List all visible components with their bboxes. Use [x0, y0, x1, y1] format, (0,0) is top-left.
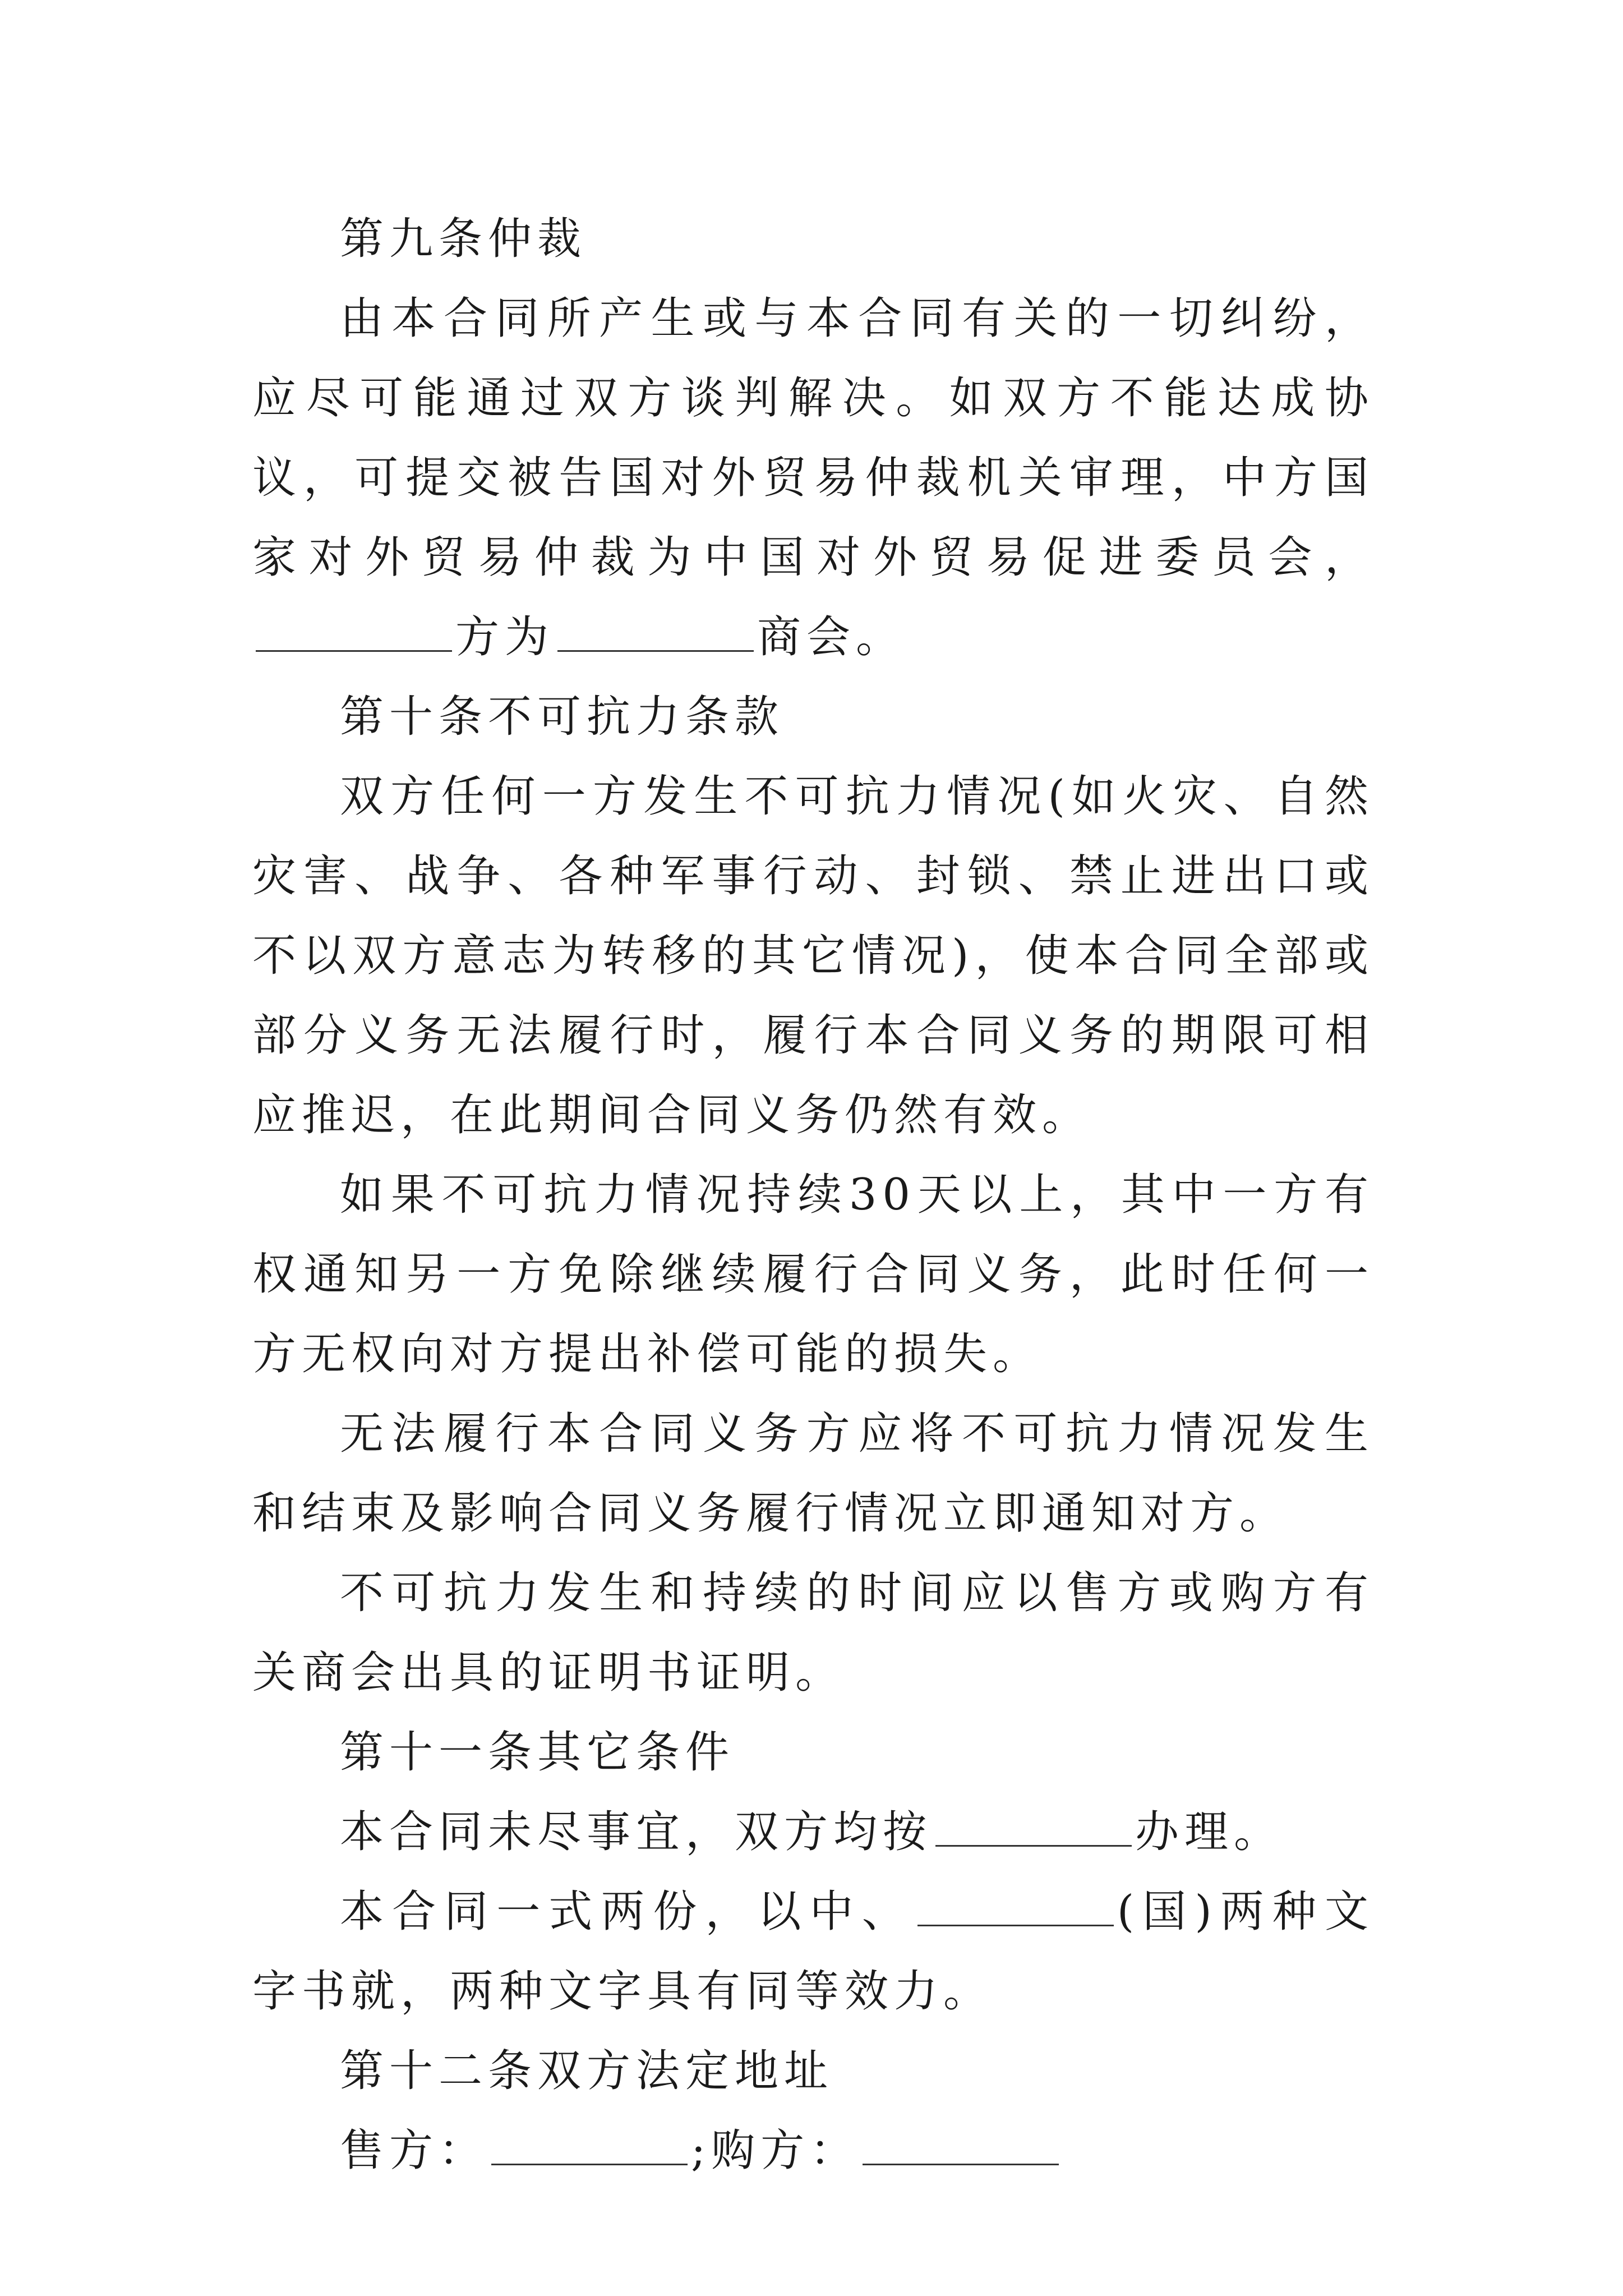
blank-field — [935, 1806, 1132, 1847]
article-11-heading: 第十一条其它条件 — [340, 1727, 735, 1778]
article-9-text-a: 由本合同所产生或与本合同有关的一切纠纷，应尽可能通过双方谈判解决。如双方不能达成协议，可提交被告国对外贸易仲裁机关审理，中方国家对外贸易仲裁为中国对外贸易促进委员会， — [252, 293, 1374, 583]
article-11-paragraph-2 — [252, 1872, 1374, 2031]
article-11-text-b: 办理。 — [1135, 1807, 1284, 1857]
blank-field — [256, 611, 452, 652]
article-9-text-c: 商会。 — [757, 612, 906, 662]
blank-field — [917, 1885, 1114, 1926]
article-10-paragraph-4: 不可抗力发生和持续的时间应以售方或购方有关商会出具的证明书证明。 — [252, 1568, 1374, 1698]
blank-field — [491, 2124, 688, 2165]
article-11-text-c: 本合同一式两份，以中、 — [340, 1887, 914, 1937]
article-11-text-a: 本合同未尽事宜，双方均按 — [340, 1807, 933, 1857]
article-12-heading: 第十二条双方法定地址 — [340, 2046, 834, 2096]
buyer-label: ;购方： — [691, 2125, 860, 2176]
document-body — [252, 199, 1374, 2191]
article-10-heading: 第十条不可抗力条款 — [340, 692, 785, 742]
blank-field — [557, 611, 754, 652]
article-10-paragraph-1: 双方任何一方发生不可抗力情况(如火灾、自然灾害、战争、各种军事行动、封锁、禁止进出口或不以双方意志为转移的其它情况)，使本合同全部或部分义务无法履行时，履行本合同义务的期限可相应推迟，在此期间合同义务仍然有效。 — [252, 771, 1374, 1140]
article-11-text-d: (国)两种文字书就，两种文字具有同等效力。 — [252, 1887, 1374, 2017]
article-10-paragraph-2: 如果不可抗力情况持续30天以上，其中一方有权通知另一方免除继续履行合同义务，此时任何一方无权向对方提出补偿可能的损失。 — [252, 1170, 1374, 1379]
seller-label: 售方： — [340, 2125, 488, 2176]
blank-field — [863, 2124, 1059, 2165]
article-11-paragraph-1 — [252, 1792, 1374, 1872]
article-10-paragraph-3: 无法履行本合同义务方应将不可抗力情况发生和结束及影响合同义务履行情况立即通知对方。 — [252, 1409, 1374, 1539]
article-9-paragraph — [252, 279, 1374, 677]
article-9-heading: 第九条仲裁 — [340, 214, 587, 264]
article-12-addresses — [252, 2111, 1374, 2191]
article-9-text-b: 方为 — [455, 612, 555, 662]
